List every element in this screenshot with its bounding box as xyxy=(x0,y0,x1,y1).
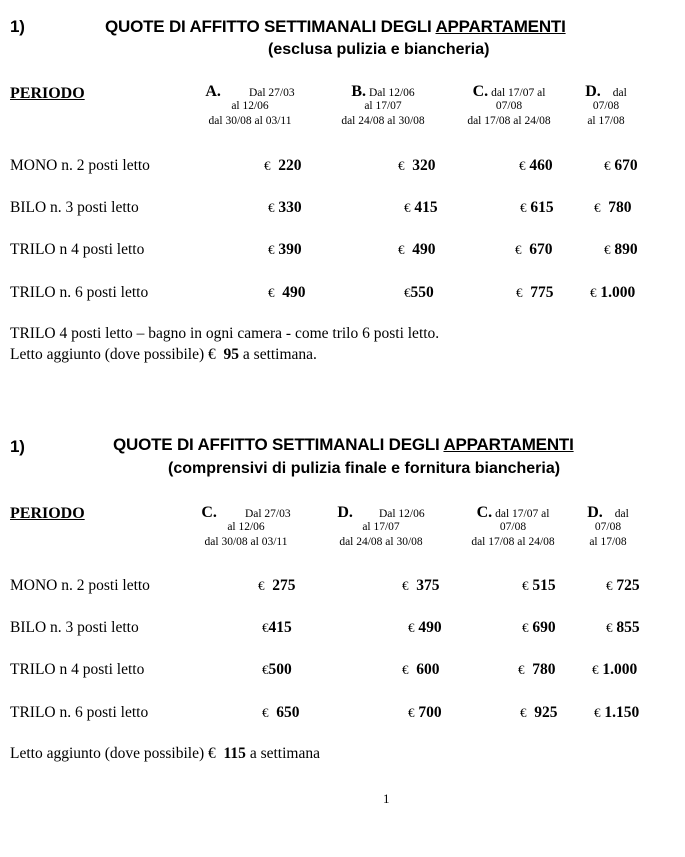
section-1-number: 1) xyxy=(10,17,25,36)
section-2-row-trilo6-label: TRILO n. 6 posti letto xyxy=(10,704,149,721)
column-line2: 07/08 xyxy=(499,521,527,533)
column-line2: al 17/07 xyxy=(364,100,402,112)
price-cell: € 925 xyxy=(520,704,558,721)
price-cell: € 780 xyxy=(594,199,632,216)
section-1-periodo-label: PERIODO xyxy=(10,85,85,102)
section-2-row-mono-label: MONO n. 2 posti letto xyxy=(10,577,150,594)
column-line3: dal 17/08 al 24/08 xyxy=(471,536,555,548)
price-cell: € 700 xyxy=(408,704,442,721)
column-line2: 07/08 xyxy=(594,521,622,533)
page-number: 1 xyxy=(383,791,390,806)
column-line3: dal 17/08 al 24/08 xyxy=(467,115,551,127)
price-cell: € 220 xyxy=(264,157,302,174)
section-2-column-3 xyxy=(460,505,566,550)
column-letter: D. xyxy=(337,504,353,521)
price-cell: € 375 xyxy=(402,577,440,594)
price-cell: € 1.150 xyxy=(594,704,640,721)
column-line1: Dal 27/03 xyxy=(248,87,295,99)
column-letter: C. xyxy=(476,504,493,521)
price-cell: €500 xyxy=(262,661,292,678)
column-line1: dal 17/07 al xyxy=(491,87,546,99)
section-2-column-1 xyxy=(184,505,308,550)
price-cell: € 275 xyxy=(258,577,296,594)
price-cell: € 690 xyxy=(522,619,556,636)
column-line3: dal 24/08 al 30/08 xyxy=(341,115,425,127)
section-2-number: 1) xyxy=(10,437,25,456)
section-1-title-underlined: APPARTAMENTI xyxy=(435,17,566,36)
section-2-column-2 xyxy=(325,505,437,550)
section-1-row-bilo-label: BILO n. 3 posti letto xyxy=(10,199,139,216)
section-1-column-a xyxy=(186,84,314,129)
section-1-column-c xyxy=(456,84,562,129)
section-1-note-extra-bed: Letto aggiunto (dove possibile) € 95 a settimana. xyxy=(10,346,317,363)
column-line2: 07/08 xyxy=(592,100,620,112)
section-2-title-underlined: APPARTAMENTI xyxy=(443,435,574,454)
section-2-periodo-label: PERIODO xyxy=(10,505,85,522)
section-1-column-d xyxy=(576,84,636,129)
column-line3: dal 24/08 al 30/08 xyxy=(339,536,423,548)
price-cell: € 600 xyxy=(402,661,440,678)
price-cell: € 460 xyxy=(519,157,553,174)
section-1-column-b xyxy=(328,84,438,129)
column-line1: Dal 12/06 xyxy=(378,508,425,520)
section-2-column-4 xyxy=(578,505,638,550)
price-cell: € 725 xyxy=(606,577,640,594)
price-cell: € 775 xyxy=(516,284,554,301)
column-letter: B. xyxy=(351,83,366,100)
section-2-title xyxy=(113,435,574,455)
section-1-title xyxy=(105,17,566,37)
section-1-row-trilo4-label: TRILO n 4 posti letto xyxy=(10,241,145,258)
section-2-subtitle: (comprensivi di pulizia finale e fornitura biancheria) xyxy=(168,460,561,477)
section-2-row-bilo-label: BILO n. 3 posti letto xyxy=(10,619,139,636)
column-line2: al 12/06 xyxy=(231,100,269,112)
price-cell: € 415 xyxy=(404,199,438,216)
price-cell: € 650 xyxy=(262,704,300,721)
section-2-title-text: QUOTE DI AFFITTO SETTIMANALI DEGLI xyxy=(113,435,444,454)
section-1-subtitle: (esclusa pulizia e biancheria) xyxy=(268,41,490,58)
column-line1: dal xyxy=(612,87,627,99)
price-cell: € 490 xyxy=(268,284,306,301)
column-line1: Dal 12/06 xyxy=(368,87,415,99)
price-cell: € 890 xyxy=(604,241,638,258)
section-1-title-text: QUOTE DI AFFITTO SETTIMANALI DEGLI xyxy=(105,17,436,36)
column-line1: dal xyxy=(614,508,629,520)
price-cell: € 330 xyxy=(268,199,302,216)
column-line3: dal 30/08 al 03/11 xyxy=(204,536,288,548)
column-line2: 07/08 xyxy=(495,100,523,112)
section-1-row-mono-label: MONO n. 2 posti letto xyxy=(10,157,150,174)
section-1-row-trilo6-label: TRILO n. 6 posti letto xyxy=(10,284,149,301)
price-cell: €415 xyxy=(262,619,292,636)
column-line1: dal 17/07 al xyxy=(495,508,550,520)
column-line2: al 17/07 xyxy=(362,521,400,533)
price-cell: € 855 xyxy=(606,619,640,636)
price-cell: € 490 xyxy=(398,241,436,258)
price-cell: € 320 xyxy=(398,157,436,174)
column-letter: C. xyxy=(472,83,489,100)
column-line3: dal 30/08 al 03/11 xyxy=(208,115,292,127)
column-line3: al 17/08 xyxy=(589,536,627,548)
price-cell: € 615 xyxy=(520,199,554,216)
column-line1: Dal 27/03 xyxy=(244,508,291,520)
section-2-note-extra-bed: Letto aggiunto (dove possibile) € 115 a settimana xyxy=(10,745,320,762)
price-cell: € 390 xyxy=(268,241,302,258)
price-cell: € 670 xyxy=(604,157,638,174)
section-1-note-trilo: TRILO 4 posti letto – bagno in ogni camera - come trilo 6 posti letto. xyxy=(10,325,440,342)
price-cell: € 780 xyxy=(518,661,556,678)
column-letter: D. xyxy=(585,83,601,100)
section-2-row-trilo4-label: TRILO n 4 posti letto xyxy=(10,661,145,678)
price-cell: € 1.000 xyxy=(592,661,638,678)
column-line2: al 12/06 xyxy=(227,521,265,533)
column-letter: D. xyxy=(587,504,603,521)
column-letter: A. xyxy=(205,83,221,100)
price-cell: € 1.000 xyxy=(590,284,636,301)
price-cell: € 670 xyxy=(515,241,553,258)
price-cell: € 515 xyxy=(522,577,556,594)
column-line3: al 17/08 xyxy=(587,115,625,127)
price-cell: €550 xyxy=(404,284,434,301)
column-letter: C. xyxy=(201,504,217,521)
price-cell: € 490 xyxy=(408,619,442,636)
